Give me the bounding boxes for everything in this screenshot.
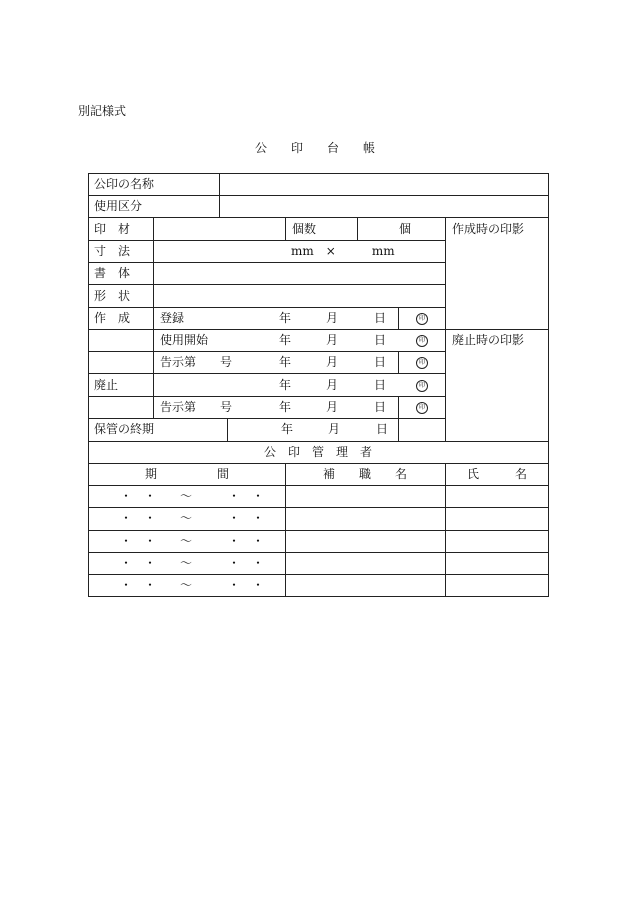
seal-stamp-icon: 印 (416, 335, 428, 347)
month-label: 月 (326, 400, 339, 414)
day-label: 日 (374, 355, 387, 369)
day-label: 日 (374, 378, 387, 392)
period-cell: ・ ・ ～ ・ ・ (120, 489, 265, 503)
year-label: 年 (279, 311, 292, 325)
dimensions-value: mm × mm (291, 244, 395, 258)
seal-stamp-icon: 印 (416, 380, 428, 392)
month-label: 月 (328, 422, 341, 436)
year-label: 年 (281, 422, 294, 436)
shape-label: 形 状 (94, 289, 131, 303)
day-label: 日 (374, 400, 387, 414)
impression-abolished-label: 廃止時の印影 (452, 333, 525, 347)
period-column-header: 期 間 (144, 467, 230, 481)
month-label: 月 (326, 355, 339, 369)
name-column-header: 氏 名 (466, 467, 528, 481)
day-label: 日 (376, 422, 389, 436)
seal-stamp-icon: 印 (416, 402, 428, 414)
month-label: 月 (326, 333, 339, 347)
day-label: 日 (374, 333, 387, 347)
position-column-header: 補 職 名 (322, 467, 408, 481)
day-label: 日 (374, 311, 387, 325)
year-label: 年 (279, 355, 292, 369)
count-label: 個数 (292, 222, 317, 236)
retention-label: 保管の終期 (94, 422, 155, 436)
dimensions-label: 寸 法 (94, 244, 131, 258)
material-label: 印 材 (94, 222, 131, 236)
month-label: 月 (326, 311, 339, 325)
notice-number-label: 告示第 号 (160, 355, 233, 369)
created-label: 作 成 (94, 311, 131, 325)
form-label: 別記様式 (78, 104, 127, 118)
document-title: 公 印 台 帳 (254, 141, 375, 155)
font-label: 書 体 (94, 266, 131, 280)
year-label: 年 (279, 333, 292, 347)
start-of-use-label: 使用開始 (160, 333, 209, 347)
count-unit: 個 (399, 222, 412, 236)
seal-name-label: 公印の名称 (94, 177, 155, 191)
year-label: 年 (279, 378, 292, 392)
usage-category-label: 使用区分 (94, 199, 143, 213)
registration-label: 登録 (160, 311, 185, 325)
period-cell: ・ ・ ～ ・ ・ (120, 534, 265, 548)
abolition-label: 廃止 (94, 378, 119, 392)
seal-stamp-icon: 印 (416, 357, 428, 369)
impression-created-label: 作成時の印影 (452, 222, 525, 236)
seal-stamp-icon: 印 (416, 313, 428, 325)
year-label: 年 (279, 400, 292, 414)
seal-ledger-table (88, 173, 549, 597)
period-cell: ・ ・ ～ ・ ・ (120, 578, 265, 592)
notice-number-label: 告示第 号 (160, 400, 233, 414)
period-cell: ・ ・ ～ ・ ・ (120, 556, 265, 570)
month-label: 月 (326, 378, 339, 392)
managers-section-title: 公 印 管 理 者 (263, 445, 373, 459)
period-cell: ・ ・ ～ ・ ・ (120, 511, 265, 525)
